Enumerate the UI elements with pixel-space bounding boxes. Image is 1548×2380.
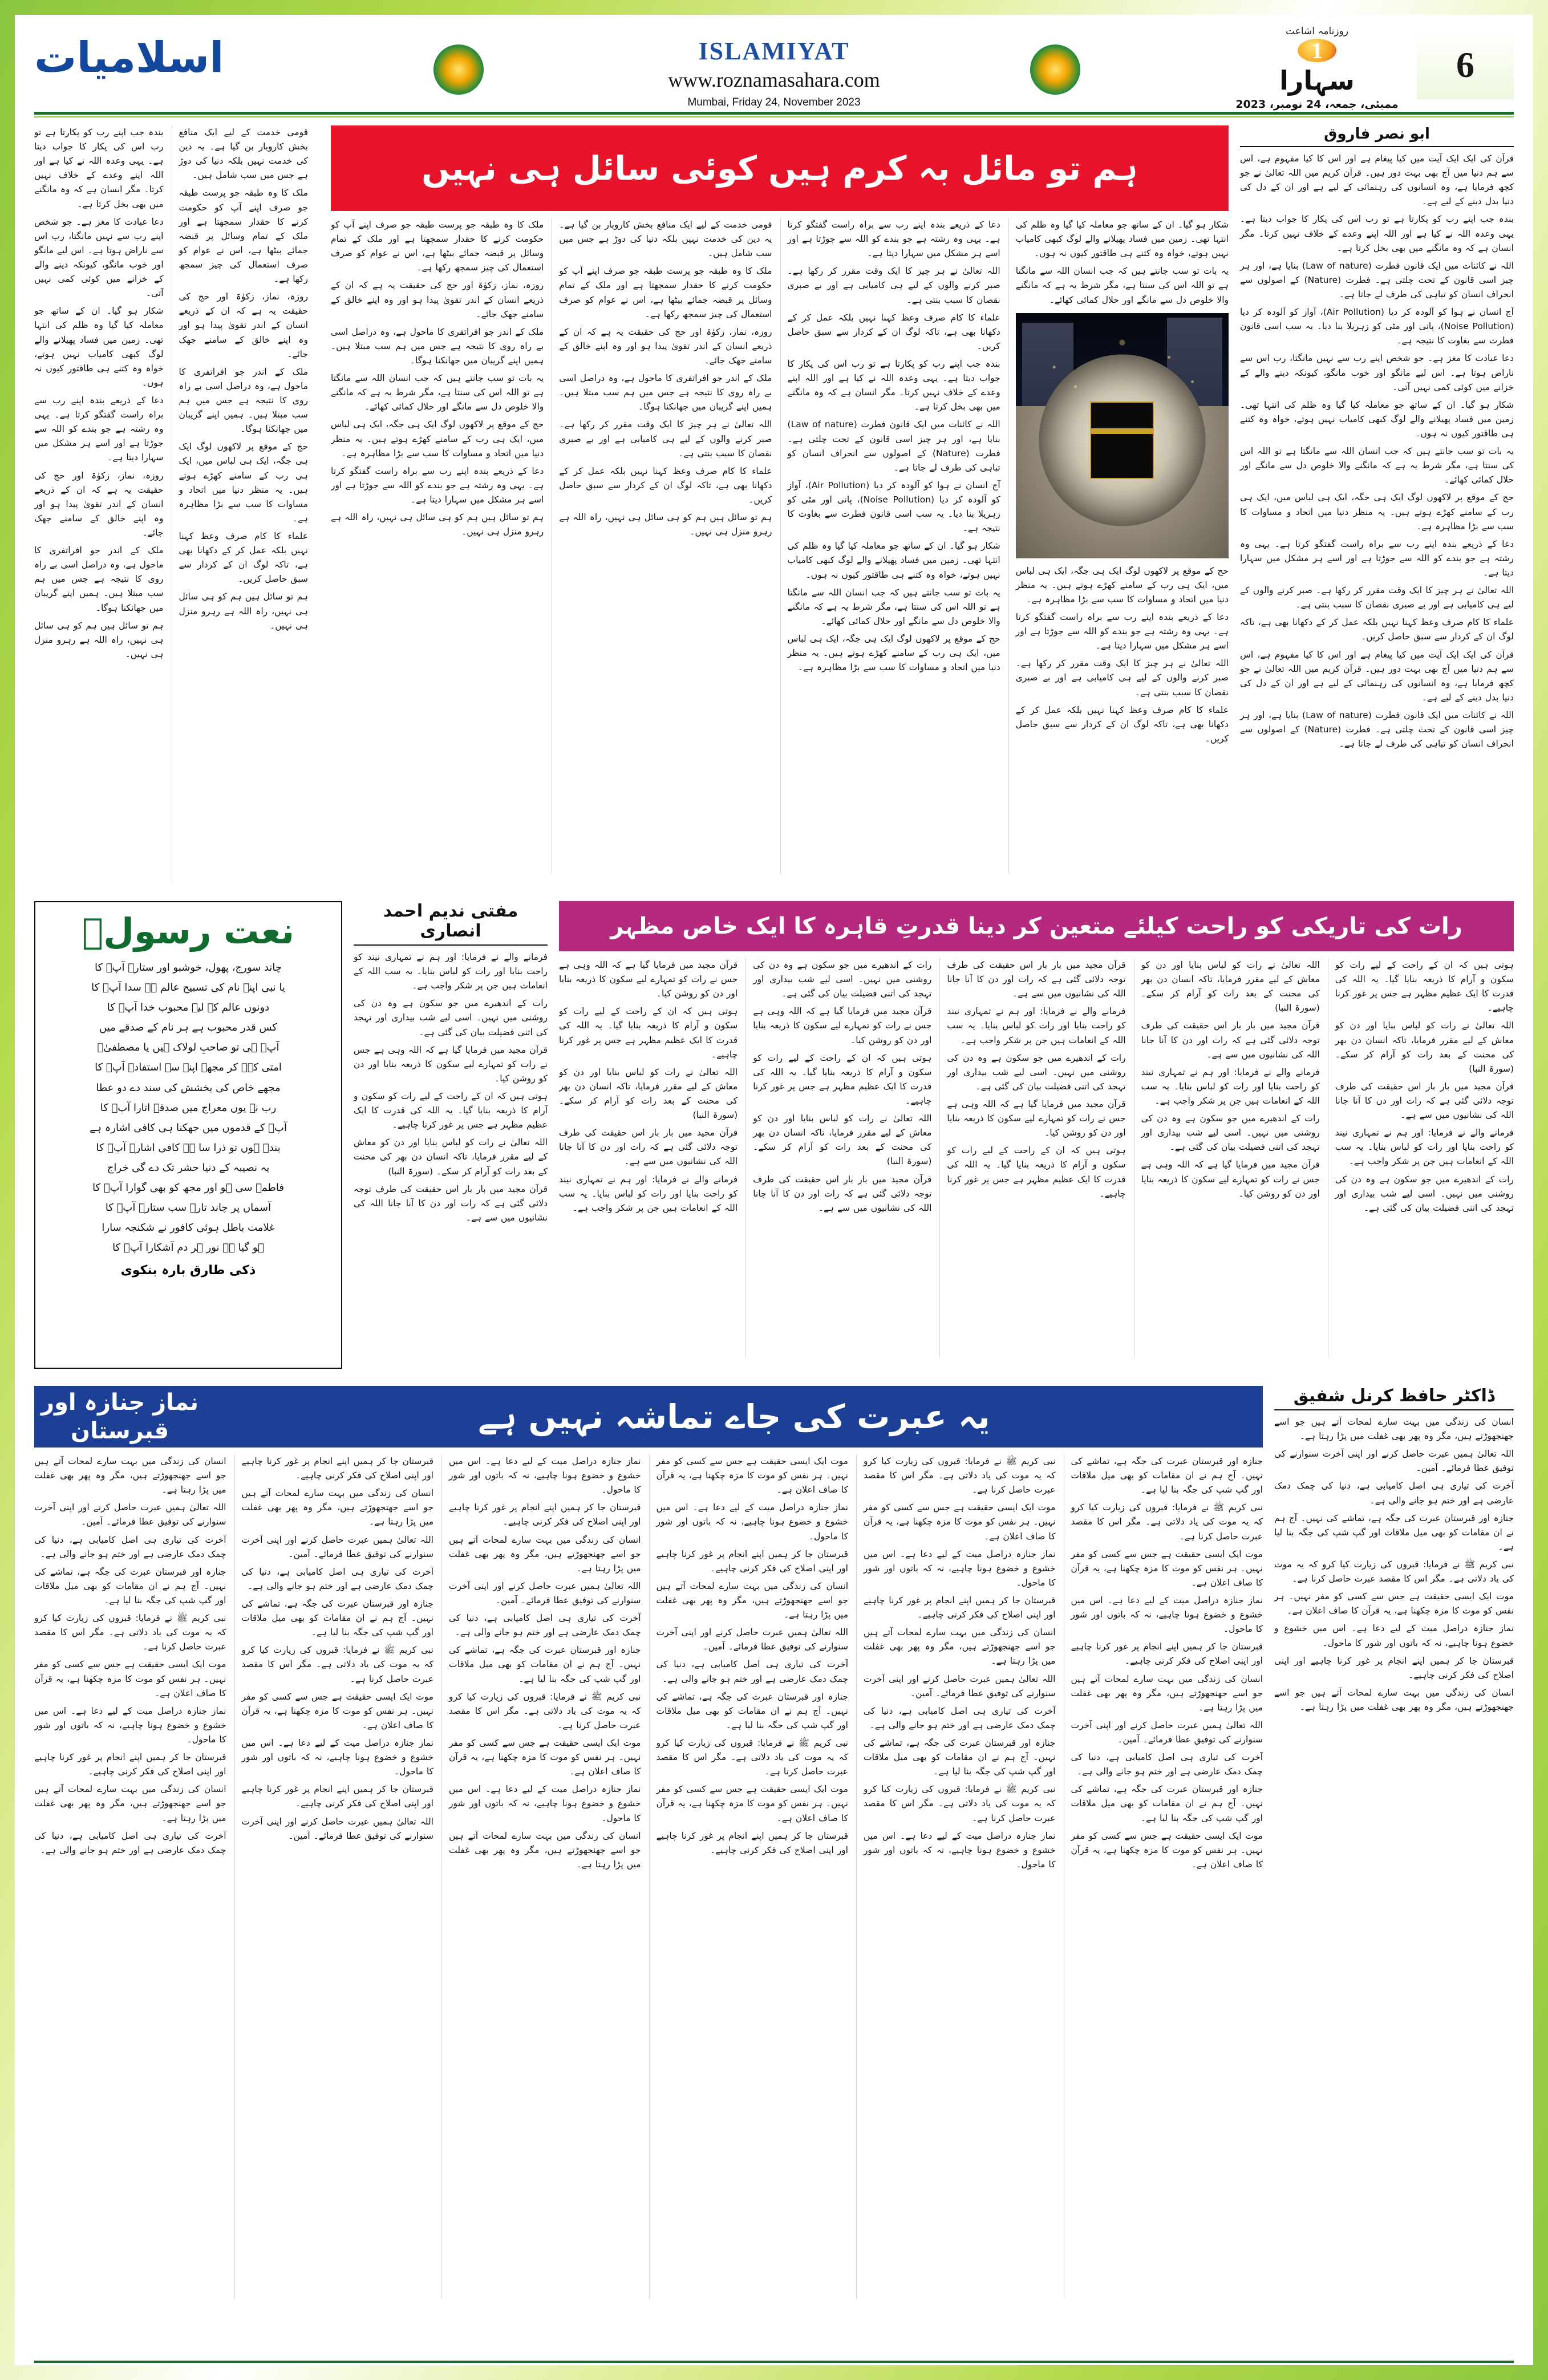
article3 [34, 1386, 1514, 2349]
article3-column-6: انسان کی زندگی میں بہت سارے لمحات آتے ہیں جو اسے جھنجھوڑتے ہیں، مگر وہ پھر بھی غفلت میں پڑا رہتا ہے۔ اللہ تعالیٰ ہمیں عبرت حاصل کرنے اور اپنی آخرت سنوارنے کی توفیق عطا فرمائے۔ آمین۔ آخرت کی تیاری ہی اصل کامیابی ہے، دنیا کی چمک دمک عارضی ہے اور ختم ہو جانے والی ہے۔ جنازہ اور قبرستان عبرت کی جگہ ہے، تماشے کی نہیں۔ آج ہم نے ان مقامات کو بھی میل ملاقات اور گپ شپ کی جگہ بنا لیا ہے۔ نبی کریم ﷺ نے فرمایا: قبروں کی زیارت کیا کرو کہ یہ موت کی یاد دلاتی ہے۔ مگر اس کا مقصد عبرت حاصل کرنا ہے۔ موت ایک ایسی حقیقت ہے جس سے کسی کو مفر نہیں۔ ہر نفس کو موت کا مزہ چکھنا ہے، یہ قرآن کا صاف اعلان ہے۔ نماز جنازہ دراصل میت کے لیے دعا ہے۔ اس میں خشوع و خضوع ہونا چاہیے، نہ کہ باتوں اور شور کا ماحول۔ قبرستان جا کر ہمیں اپنے انجام پر غور کرنا چاہیے اور اپنی اصلاح کی فکر کرنی چاہیے۔ انسان کی زندگی میں بہت سارے لمحات آتے ہیں جو اسے جھنجھوڑتے ہیں، مگر وہ پھر بھی غفلت میں پڑا رہتا ہے۔ آخرت کی تیاری ہی اصل کامیابی ہے، دنیا کی چمک دمک عارضی ہے اور ختم ہو جانے والی ہے۔ [34, 1456, 226, 1855]
article2 [559, 901, 1514, 1369]
lead-article-left-text-2: بندہ جب اپنے رب کو پکارتا ہے تو رب اس کی پکار کا جواب دیتا ہے۔ یہی وعدہ اللہ نے کیا ہے اور اللہ اپنے وعدے کے خلاف نہیں کرتا۔ مگر انسان ہے کہ وہ مانگنے میں بھی بخل کرتا ہے۔ دعا عبادت کا مغز ہے۔ جو شخص اپنے رب سے نہیں مانگتا، رب اس سے ناراض ہوتا ہے۔ اس لیے مانگو اور خوب مانگو، کیونکہ دینے والے کے خزانے میں کوئی کمی نہیں آتی۔ شکار ہو گیا۔ ان کے ساتھ جو معاملہ کیا گیا وہ ظلم کی انتہا تھی۔ زمین میں فساد پھیلانے والے لوگ کبھی کامیاب نہیں ہوتے، خواہ وہ کتنے ہی طاقتور کیوں نہ ہوں۔ دعا کے ذریعے بندہ اپنے رب سے براہ راست گفتگو کرتا ہے۔ یہی وہ رشتہ ہے جو بندے کو اللہ سے جوڑتا ہے اور اسے ہر مشکل میں سہارا دیتا ہے۔ روزہ، نماز، زکوٰۃ اور حج کی حقیقت یہ ہے کہ ان کے ذریعے انسان کے اندر تقویٰ پیدا ہو اور وہ اپنے خالق کے سامنے جھک جائے۔ ملک کے اندر جو افراتفری کا ماحول ہے، وہ دراصل اسی بے راہ روی کا نتیجہ ہے جس میں ہم سب مبتلا ہیں۔ ہمیں اپنے گریبان میں جھانکنا ہوگا۔ ہم تو سائل ہیں ہم کو ہی سائل ہی نہیں، راہ اللہ ہے رہرو منزل ہی نہیں۔ [34, 127, 164, 659]
masthead-divider-secondary [34, 116, 1514, 117]
article3-headline-side: نماز جنازہ اور قبرستان [34, 1386, 205, 1448]
page-number: 6 [1456, 44, 1474, 85]
lead-article-columns [331, 218, 1229, 874]
lead-article-right-text: قرآن کی ایک ایک آیت میں کیا پیغام ہے اور اس کا کیا مفہوم ہے، اس سے ہم دنیا میں آج بھی بہت دور ہیں۔ قرآن کریم میں اللہ تعالیٰ نے جو کچھ فرمایا ہے، وہ انسانوں کی رہنمائی کے لیے ہے اور ان کے دل کی دنیا بدل دینے کے لیے ہے۔ بندہ جب اپنے رب کو پکارتا ہے تو رب اس کی پکار کا جواب دیتا ہے۔ یہی وعدہ اللہ نے کیا ہے اور اللہ اپنے وعدے کے خلاف نہیں کرتا۔ مگر انسان ہے کہ وہ مانگنے میں بھی بخل کرتا ہے۔ اللہ نے کائنات میں ایک قانون فطرت (Law of nature) بنایا ہے، اور ہر چیز اسی قانون کے تحت چلتی ہے۔ فطرت (Nature) کے اصولوں سے انحراف انسان کو تباہی کی طرف لے جاتا ہے۔ آج انسان نے ہوا کو آلودہ کر دیا (Air Pollution)، آواز کو آلودہ کر دیا (Noise Pollution)، پانی اور مٹی کو زہریلا بنا دیا۔ یہ سب اسی قانون فطرت سے بغاوت کا نتیجہ ہے۔ دعا عبادت کا مغز ہے۔ جو شخص اپنے رب سے نہیں مانگتا، رب اس سے ناراض ہوتا ہے۔ اس لیے مانگو اور خوب مانگو، کیونکہ دینے والے کے خزانے میں کوئی کمی نہیں آتی۔ شکار ہو گیا۔ ان کے ساتھ جو معاملہ کیا گیا وہ ظلم کی انتہا تھی۔ زمین میں فساد پھیلانے والے لوگ کبھی کامیاب نہیں ہوتے، خواہ وہ کتنے ہی طاقتور کیوں نہ ہوں۔ یہ بات تو سب جانتے ہیں کہ جب انسان اللہ سے مانگتا ہے تو اللہ اس کی سنتا ہے، مگر شرط یہ ہے کہ مانگنے والا خلوص دل سے مانگے اور حلال کمائی کھائے۔ حج کے موقع پر لاکھوں لوگ ایک ہی جگہ، ایک ہی لباس میں، ایک ہی رب کے سامنے کھڑے ہوتے ہیں۔ یہ منظر دنیا میں اتحاد و مساوات کا سب سے بڑا مظاہرہ ہے۔ دعا کے ذریعے بندہ اپنے رب سے براہ راست گفتگو کرتا ہے۔ یہی وہ رشتہ ہے جو بندے کو اللہ سے جوڑتا ہے اور اسے ہر مشکل میں سہارا دیتا ہے۔ اللہ تعالیٰ نے ہر چیز کا ایک وقت مقرر کر رکھا ہے۔ صبر کرنے والوں کے لیے ہی کامیابی ہے اور بے صبری نقصان کا سبب بنتی ہے۔ علماء کا کام صرف وعظ کہنا نہیں بلکہ عمل کر کے دکھانا بھی ہے، تاکہ لوگ ان کے کردار سے سبق حاصل کریں۔ قرآن کی ایک ایک آیت میں کیا پیغام ہے اور اس کا کیا مفہوم ہے، اس سے ہم دنیا میں آج بھی بہت دور ہیں۔ قرآن کریم میں اللہ تعالیٰ نے جو کچھ فرمایا ہے، وہ انسانوں کی رہنمائی کے لیے ہے اور ان کے دل کی دنیا بدل دینے کے لیے ہے۔ اللہ نے کائنات میں ایک قانون فطرت (Law of nature) بنایا ہے، اور ہر چیز اسی قانون کے تحت چلتی ہے۔ فطرت (Nature) کے اصولوں سے انحراف انسان کو تباہی کی طرف لے جاتا ہے۔ [1240, 153, 1514, 749]
article3-column-2: نبی کریم ﷺ نے فرمایا: قبروں کی زیارت کیا کرو کہ یہ موت کی یاد دلاتی ہے۔ مگر اس کا مقصد عبرت حاصل کرنا ہے۔ موت ایک ایسی حقیقت ہے جس سے کسی کو مفر نہیں۔ ہر نفس کو موت کا مزہ چکھنا ہے، یہ قرآن کا صاف اعلان ہے۔ نماز جنازہ دراصل میت کے لیے دعا ہے۔ اس میں خشوع و خضوع ہونا چاہیے، نہ کہ باتوں اور شور کا ماحول۔ قبرستان جا کر ہمیں اپنے انجام پر غور کرنا چاہیے اور اپنی اصلاح کی فکر کرنی چاہیے۔ انسان کی زندگی میں بہت سارے لمحات آتے ہیں جو اسے جھنجھوڑتے ہیں، مگر وہ پھر بھی غفلت میں پڑا رہتا ہے۔ اللہ تعالیٰ ہمیں عبرت حاصل کرنے اور اپنی آخرت سنوارنے کی توفیق عطا فرمائے۔ آمین۔ آخرت کی تیاری ہی اصل کامیابی ہے، دنیا کی چمک دمک عارضی ہے اور ختم ہو جانے والی ہے۔ جنازہ اور قبرستان عبرت کی جگہ ہے، تماشے کی نہیں۔ آج ہم نے ان مقامات کو بھی میل ملاقات اور گپ شپ کی جگہ بنا لیا ہے۔ نبی کریم ﷺ نے فرمایا: قبروں کی زیارت کیا کرو کہ یہ موت کی یاد دلاتی ہے۔ مگر اس کا مقصد عبرت حاصل کرنا ہے۔ نماز جنازہ دراصل میت کے لیے دعا ہے۔ اس میں خشوع و خضوع ہونا چاہیے، نہ کہ باتوں اور شور کا ماحول۔ [856, 1454, 1056, 2298]
lead-article-column-3: قومی خدمت کے لیے ایک منافع بخش کاروبار بن گیا ہے۔ یہ دین کی خدمت نہیں بلکہ دنیا کی دوڑ ہے جس میں سب شامل ہیں۔ ملک کا وہ طبقہ جو پرست طبقہ جو صرف اپنے آپ کو حکومت کرنے کا حقدار سمجھتا ہے اور ملک کے تمام وسائل پر قبضہ جمائے بیٹھا ہے، اس نے عوام کو صرف استعمال کی چیز سمجھ رکھا ہے۔ روزہ، نماز، زکوٰۃ اور حج کی حقیقت یہ ہے کہ ان کے ذریعے انسان کے اندر تقویٰ پیدا ہو اور وہ اپنے خالق کے سامنے جھک جائے۔ ملک کے اندر جو افراتفری کا ماحول ہے، وہ دراصل اسی بے راہ روی کا نتیجہ ہے جس میں ہم سب مبتلا ہیں۔ ہمیں اپنے گریبان میں جھانکنا ہوگا۔ اللہ تعالیٰ نے ہر چیز کا ایک وقت مقرر کر رکھا ہے۔ صبر کرنے والوں کے لیے ہی کامیابی ہے اور بے صبری نقصان کا سبب بنتی ہے۔ علماء کا کام صرف وعظ کہنا نہیں بلکہ عمل کر کے دکھانا بھی ہے، تاکہ لوگ ان کے کردار سے سبق حاصل کریں۔ ہم تو سائل ہیں ہم کو ہی سائل ہی نہیں، راہ اللہ ہے رہرو منزل ہی نہیں۔ [552, 218, 772, 874]
naat-title: نعت رسولؐ [82, 910, 295, 952]
naat-verses: چاند سورج، پھول، خوشبو اور ستارہ آپؐ کا یا نبی اپنے نام کی تسبیح عالم ہے سدا آپؐ کا دونوں عالم کے لیے محبوب خدا آپؐ کا کس قدر محبوب ہے ہر نام کے صدقے میں آپؐ ہی تو صاحبِ لولاک ہیں یا مصطفیٰؐ امتی کہہ کر مجھے اپنے سے استفادہ آپؐ کا مجھے خاص کی بخشش کی سند دے دو عطا رب نے یوں معراج میں صدقہ اتارا آپؐ کا آپؐ کے قدموں میں جھکنا ہی کافی اشارہ ہے بندہ ہوں تو ذرا سا ہے کافی اشارہ آپؐ کا یہ نصیبہ کے دنیا حشر تک دے گی خراج فاطمہ سی ہو اور مجھ کو بھی گوارا آپؐ کا آسماں پر چاند تارے سب ستارہ آپؐ کا غلامت باطل ہوئی کافور نے شکنجہ سارا ہو گیا ہے نور ہر دم آشکارا آپؐ کا [89, 962, 287, 1254]
lead-article-center [331, 125, 1229, 884]
newspaper-logo [1223, 26, 1411, 111]
article2-column-1: ہوتی ہیں کہ ان کے راحت کے لیے رات کو سکون و آرام کا ذریعہ بنایا گیا۔ یہ اللہ کی قدرت کا ایک عظیم مظہر ہے جس پر غور کرنا چاہیے۔ اللہ تعالیٰ نے رات کو لباس بنایا اور دن کو معاش کے لیے مقرر فرمایا، تاکہ انسان دن بھر کی محنت کے بعد رات کو آرام کر سکے۔ (سورۃ النبا) قرآن مجید میں بار بار اس حقیقت کی طرف توجہ دلائی گئی ہے کہ رات اور دن کا آنا جانا اللہ کی نشانیوں میں سے ہے۔ فرمانے والے نے فرمایا: اور ہم نے تمہاری نیند کو راحت بنایا اور رات کو لباس بنایا۔ یہ سب اللہ کے انعامات ہیں جن پر شکر واجب ہے۔ رات کے اندھیرے میں جو سکون ہے وہ دن کی روشنی میں نہیں۔ اسی لیے شب بیداری اور تہجد کی اتنی فضیلت بیان کی گئی ہے۔ [1328, 958, 1514, 1357]
article3-body [34, 1386, 1263, 2349]
middle-band [34, 901, 1514, 1369]
article3-column-5: قبرستان جا کر ہمیں اپنے انجام پر غور کرنا چاہیے اور اپنی اصلاح کی فکر کرنی چاہیے۔ انسان کی زندگی میں بہت سارے لمحات آتے ہیں جو اسے جھنجھوڑتے ہیں، مگر وہ پھر بھی غفلت میں پڑا رہتا ہے۔ اللہ تعالیٰ ہمیں عبرت حاصل کرنے اور اپنی آخرت سنوارنے کی توفیق عطا فرمائے۔ آمین۔ آخرت کی تیاری ہی اصل کامیابی ہے، دنیا کی چمک دمک عارضی ہے اور ختم ہو جانے والی ہے۔ جنازہ اور قبرستان عبرت کی جگہ ہے، تماشے کی نہیں۔ آج ہم نے ان مقامات کو بھی میل ملاقات اور گپ شپ کی جگہ بنا لیا ہے۔ نبی کریم ﷺ نے فرمایا: قبروں کی زیارت کیا کرو کہ یہ موت کی یاد دلاتی ہے۔ مگر اس کا مقصد عبرت حاصل کرنا ہے۔ موت ایک ایسی حقیقت ہے جس سے کسی کو مفر نہیں۔ ہر نفس کو موت کا مزہ چکھنا ہے، یہ قرآن کا صاف اعلان ہے۔ نماز جنازہ دراصل میت کے لیے دعا ہے۔ اس میں خشوع و خضوع ہونا چاہیے، نہ کہ باتوں اور شور کا ماحول۔ قبرستان جا کر ہمیں اپنے انجام پر غور کرنا چاہیے اور اپنی اصلاح کی فکر کرنی چاہیے۔ اللہ تعالیٰ ہمیں عبرت حاصل کرنے اور اپنی آخرت سنوارنے کی توفیق عطا فرمائے۔ آمین۔ [234, 1454, 434, 2298]
article3-byline: ڈاکٹر حافظ کرنل شفیق [1274, 1386, 1514, 1410]
masthead-divider [34, 112, 1514, 115]
naat-section [34, 901, 342, 1369]
logo-title: سہارا [1279, 65, 1355, 96]
masthead [34, 25, 1514, 111]
article2-headline: رات کی تاریکی کو راحت کیلئے متعین کر دینا قدرتِ قاہرہ کا ایک خاص مظہر [559, 901, 1514, 951]
article2-column-3: قرآن مجید میں بار بار اس حقیقت کی طرف توجہ دلائی گئی ہے کہ رات اور دن کا آنا جانا اللہ کی نشانیوں میں سے ہے۔ فرمانے والے نے فرمایا: اور ہم نے تمہاری نیند کو راحت بنایا اور رات کو لباس بنایا۔ یہ سب اللہ کے انعامات ہیں جن پر شکر واجب ہے۔ رات کے اندھیرے میں جو سکون ہے وہ دن کی روشنی میں نہیں۔ اسی لیے شب بیداری اور تہجد کی اتنی فضیلت بیان کی گئی ہے۔ قرآن مجید میں فرمایا گیا ہے کہ اللہ وہی ہے جس نے رات کو تمہارے لیے سکون کا ذریعہ بنایا اور دن کو روشن کیا۔ ہوتی ہیں کہ ان کے راحت کے لیے رات کو سکون و آرام کا ذریعہ بنایا گیا۔ یہ اللہ کی قدرت کا ایک عظیم مظہر ہے جس پر غور کرنا چاہیے۔ [939, 958, 1125, 1357]
article2-column-5: قرآن مجید میں فرمایا گیا ہے کہ اللہ وہی ہے جس نے رات کو تمہارے لیے سکون کا ذریعہ بنایا اور دن کو روشن کیا۔ ہوتی ہیں کہ ان کے راحت کے لیے رات کو سکون و آرام کا ذریعہ بنایا گیا۔ یہ اللہ کی قدرت کا ایک عظیم مظہر ہے جس پر غور کرنا چاہیے۔ اللہ تعالیٰ نے رات کو لباس بنایا اور دن کو معاش کے لیے مقرر فرمایا، تاکہ انسان دن بھر کی محنت کے بعد رات کو آرام کر سکے۔ (سورۃ النبا) قرآن مجید میں بار بار اس حقیقت کی طرف توجہ دلائی گئی ہے کہ رات اور دن کا آنا جانا اللہ کی نشانیوں میں سے ہے۔ فرمانے والے نے فرمایا: اور ہم نے تمہاری نیند کو راحت بنایا اور رات کو لباس بنایا۔ یہ سب اللہ کے انعامات ہیں جن پر شکر واجب ہے۔ [558, 960, 738, 1213]
article3-column-3: موت ایک ایسی حقیقت ہے جس سے کسی کو مفر نہیں۔ ہر نفس کو موت کا مزہ چکھنا ہے، یہ قرآن کا صاف اعلان ہے۔ نماز جنازہ دراصل میت کے لیے دعا ہے۔ اس میں خشوع و خضوع ہونا چاہیے، نہ کہ باتوں اور شور کا ماحول۔ قبرستان جا کر ہمیں اپنے انجام پر غور کرنا چاہیے اور اپنی اصلاح کی فکر کرنی چاہیے۔ انسان کی زندگی میں بہت سارے لمحات آتے ہیں جو اسے جھنجھوڑتے ہیں، مگر وہ پھر بھی غفلت میں پڑا رہتا ہے۔ اللہ تعالیٰ ہمیں عبرت حاصل کرنے اور اپنی آخرت سنوارنے کی توفیق عطا فرمائے۔ آمین۔ آخرت کی تیاری ہی اصل کامیابی ہے، دنیا کی چمک دمک عارضی ہے اور ختم ہو جانے والی ہے۔ جنازہ اور قبرستان عبرت کی جگہ ہے، تماشے کی نہیں۔ آج ہم نے ان مقامات کو بھی میل ملاقات اور گپ شپ کی جگہ بنا لیا ہے۔ نبی کریم ﷺ نے فرمایا: قبروں کی زیارت کیا کرو کہ یہ موت کی یاد دلاتی ہے۔ مگر اس کا مقصد عبرت حاصل کرنا ہے۔ موت ایک ایسی حقیقت ہے جس سے کسی کو مفر نہیں۔ ہر نفس کو موت کا مزہ چکھنا ہے، یہ قرآن کا صاف اعلان ہے۔ قبرستان جا کر ہمیں اپنے انجام پر غور کرنا چاہیے اور اپنی اصلاح کی فکر کرنی چاہیے۔ [649, 1454, 849, 2298]
lead-article [34, 125, 1514, 884]
logo-badge-icon: 1 [1296, 37, 1338, 64]
section-title-urdu: اسلامیات [34, 33, 224, 82]
article3-byline-column [1274, 1386, 1514, 2349]
logo-tagline: روزنامہ اشاعت [1286, 26, 1348, 37]
lead-article-right-column [1240, 125, 1514, 884]
lead-article-column-4: ملک کا وہ طبقہ جو پرست طبقہ جو صرف اپنے آپ کو حکومت کرنے کا حقدار سمجھتا ہے اور ملک کے تمام وسائل پر قبضہ جمائے بیٹھا ہے، اس نے عوام کو صرف استعمال کی چیز سمجھ رکھا ہے۔ روزہ، نماز، زکوٰۃ اور حج کی حقیقت یہ ہے کہ ان کے ذریعے انسان کے اندر تقویٰ پیدا ہو اور وہ اپنے خالق کے سامنے جھک جائے۔ ملک کے اندر جو افراتفری کا ماحول ہے، وہ دراصل اسی بے راہ روی کا نتیجہ ہے جس میں ہم سب مبتلا ہیں۔ ہمیں اپنے گریبان میں جھانکنا ہوگا۔ یہ بات تو سب جانتے ہیں کہ جب انسان اللہ سے مانگتا ہے تو اللہ اس کی سنتا ہے، مگر شرط یہ ہے کہ مانگنے والا خلوص دل سے مانگے اور حلال کمائی کھائے۔ حج کے موقع پر لاکھوں لوگ ایک ہی جگہ، ایک ہی لباس میں، ایک ہی رب کے سامنے کھڑے ہوتے ہیں۔ یہ منظر دنیا میں اتحاد و مساوات کا سب سے بڑا مظاہرہ ہے۔ دعا کے ذریعے بندہ اپنے رب سے براہ راست گفتگو کرتا ہے۔ یہی وہ رشتہ ہے جو بندے کو اللہ سے جوڑتا ہے اور اسے ہر مشکل میں سہارا دیتا ہے۔ ہم تو سائل ہیں ہم کو ہی سائل ہی نہیں، راہ اللہ ہے رہرو منزل ہی نہیں۔ [331, 220, 544, 537]
page-number-box [1417, 31, 1514, 99]
floral-ornament-left-icon [433, 44, 484, 95]
floral-ornament-right-icon [1030, 44, 1080, 95]
website-url[interactable]: www.roznamasahara.com [668, 68, 880, 91]
lead-article-byline: ابو نصر فاروق [1240, 125, 1514, 147]
publication-date: Mumbai, Friday 24, November 2023 [687, 96, 861, 108]
article2-byline: مفتی ندیم احمد انصاری [354, 901, 548, 946]
logo-date: ممبئی، جمعہ، 24 نومبر، 2023 [1235, 98, 1399, 111]
lead-article-left-text-1: قومی خدمت کے لیے ایک منافع بخش کاروبار بن گیا ہے۔ یہ دین کی خدمت نہیں بلکہ دنیا کی دوڑ ہے جس میں سب شامل ہیں۔ ملک کا وہ طبقہ جو پرست طبقہ جو صرف اپنے آپ کو حکومت کرنے کا حقدار سمجھتا ہے اور ملک کے تمام وسائل پر قبضہ جمائے بیٹھا ہے، اس نے عوام کو صرف استعمال کی چیز سمجھ رکھا ہے۔ روزہ، نماز، زکوٰۃ اور حج کی حقیقت یہ ہے کہ ان کے ذریعے انسان کے اندر تقویٰ پیدا ہو اور وہ اپنے خالق کے سامنے جھک جائے۔ ملک کے اندر جو افراتفری کا ماحول ہے، وہ دراصل اسی بے راہ روی کا نتیجہ ہے جس میں ہم سب مبتلا ہیں۔ ہمیں اپنے گریبان میں جھانکنا ہوگا۔ حج کے موقع پر لاکھوں لوگ ایک ہی جگہ، ایک ہی لباس میں، ایک ہی رب کے سامنے کھڑے ہوتے ہیں۔ یہ منظر دنیا میں اتحاد و مساوات کا سب سے بڑا مظاہرہ ہے۔ علماء کا کام صرف وعظ کہنا نہیں بلکہ عمل کر کے دکھانا بھی ہے، تاکہ لوگ ان کے کردار سے سبق حاصل کریں۔ ہم تو سائل ہیں ہم کو ہی سائل ہی نہیں، راہ اللہ ہے رہرو منزل ہی نہیں۔ [172, 125, 309, 884]
content-area [34, 125, 1514, 2349]
lead-article-column-1: شکار ہو گیا۔ ان کے ساتھ جو معاملہ کیا گیا وہ ظلم کی انتہا تھی۔ زمین میں فساد پھیلانے والے لوگ کبھی کامیاب نہیں ہوتے، خواہ وہ کتنے ہی طاقتور کیوں نہ ہوں۔ یہ بات تو سب جانتے ہیں کہ جب انسان اللہ سے مانگتا ہے تو اللہ اس کی سنتا ہے، مگر شرط یہ ہے کہ مانگنے والا خلوص دل سے مانگے اور حلال کمائی کھائے۔ حج کے موقع پر لاکھوں لوگ ایک ہی جگہ، ایک ہی لباس میں، ایک ہی رب کے سامنے کھڑے ہوتے ہیں۔ یہ منظر دنیا میں اتحاد و مساوات کا سب سے بڑا مظاہرہ ہے۔ دعا کے ذریعے بندہ اپنے رب سے براہ راست گفتگو کرتا ہے۔ یہی وہ رشتہ ہے جو بندے کو اللہ سے جوڑتا ہے اور اسے ہر مشکل میں سہارا دیتا ہے۔ اللہ تعالیٰ نے ہر چیز کا ایک وقت مقرر کر رکھا ہے۔ صبر کرنے والوں کے لیے ہی کامیابی ہے اور بے صبری نقصان کا سبب بنتی ہے۔ علماء کا کام صرف وعظ کہنا نہیں بلکہ عمل کر کے دکھانا بھی ہے، تاکہ لوگ ان کے کردار سے سبق حاصل کریں۔ [1008, 218, 1229, 874]
article3-headline-main: یہ عبرت کی جاے تماشہ نہیں ہے [205, 1386, 1263, 1448]
article3-column-1: جنازہ اور قبرستان عبرت کی جگہ ہے، تماشے کی نہیں۔ آج ہم نے ان مقامات کو بھی میل ملاقات اور گپ شپ کی جگہ بنا لیا ہے۔ نبی کریم ﷺ نے فرمایا: قبروں کی زیارت کیا کرو کہ یہ موت کی یاد دلاتی ہے۔ مگر اس کا مقصد عبرت حاصل کرنا ہے۔ موت ایک ایسی حقیقت ہے جس سے کسی کو مفر نہیں۔ ہر نفس کو موت کا مزہ چکھنا ہے، یہ قرآن کا صاف اعلان ہے۔ نماز جنازہ دراصل میت کے لیے دعا ہے۔ اس میں خشوع و خضوع ہونا چاہیے، نہ کہ باتوں اور شور کا ماحول۔ قبرستان جا کر ہمیں اپنے انجام پر غور کرنا چاہیے اور اپنی اصلاح کی فکر کرنی چاہیے۔ انسان کی زندگی میں بہت سارے لمحات آتے ہیں جو اسے جھنجھوڑتے ہیں، مگر وہ پھر بھی غفلت میں پڑا رہتا ہے۔ اللہ تعالیٰ ہمیں عبرت حاصل کرنے اور اپنی آخرت سنوارنے کی توفیق عطا فرمائے۔ آمین۔ آخرت کی تیاری ہی اصل کامیابی ہے، دنیا کی چمک دمک عارضی ہے اور ختم ہو جانے والی ہے۔ جنازہ اور قبرستان عبرت کی جگہ ہے، تماشے کی نہیں۔ آج ہم نے ان مقامات کو بھی میل ملاقات اور گپ شپ کی جگہ بنا لیا ہے۔ موت ایک ایسی حقیقت ہے جس سے کسی کو مفر نہیں۔ ہر نفس کو موت کا مزہ چکھنا ہے، یہ قرآن کا صاف اعلان ہے۔ [1064, 1454, 1263, 2298]
article2-column-4: رات کے اندھیرے میں جو سکون ہے وہ دن کی روشنی میں نہیں۔ اسی لیے شب بیداری اور تہجد کی اتنی فضیلت بیان کی گئی ہے۔ قرآن مجید میں فرمایا گیا ہے کہ اللہ وہی ہے جس نے رات کو تمہارے لیے سکون کا ذریعہ بنایا اور دن کو روشن کیا۔ ہوتی ہیں کہ ان کے راحت کے لیے رات کو سکون و آرام کا ذریعہ بنایا گیا۔ یہ اللہ کی قدرت کا ایک عظیم مظہر ہے جس پر غور کرنا چاہیے۔ اللہ تعالیٰ نے رات کو لباس بنایا اور دن کو معاش کے لیے مقرر فرمایا، تاکہ انسان دن بھر کی محنت کے بعد رات کو آرام کر سکے۔ (سورۃ النبا) قرآن مجید میں بار بار اس حقیقت کی طرف توجہ دلائی گئی ہے کہ رات اور دن کا آنا جانا اللہ کی نشانیوں میں سے ہے۔ [745, 958, 931, 1357]
page-bottom-divider [34, 2361, 1514, 2363]
lead-article-column-2: دعا کے ذریعے بندہ اپنے رب سے براہ راست گفتگو کرتا ہے۔ یہی وہ رشتہ ہے جو بندے کو اللہ سے جوڑتا ہے اور اسے ہر مشکل میں سہارا دیتا ہے۔ اللہ تعالیٰ نے ہر چیز کا ایک وقت مقرر کر رکھا ہے۔ صبر کرنے والوں کے لیے ہی کامیابی ہے اور بے صبری نقصان کا سبب بنتی ہے۔ علماء کا کام صرف وعظ کہنا نہیں بلکہ عمل کر کے دکھانا بھی ہے، تاکہ لوگ ان کے کردار سے سبق حاصل کریں۔ بندہ جب اپنے رب کو پکارتا ہے تو رب اس کی پکار کا جواب دیتا ہے۔ یہی وعدہ اللہ نے کیا ہے اور اللہ اپنے وعدے کے خلاف نہیں کرتا۔ مگر انسان ہے کہ وہ مانگنے میں بھی بخل کرتا ہے۔ اللہ نے کائنات میں ایک قانون فطرت (Law of nature) بنایا ہے، اور ہر چیز اسی قانون کے تحت چلتی ہے۔ فطرت (Nature) کے اصولوں سے انحراف انسان کو تباہی کی طرف لے جاتا ہے۔ آج انسان نے ہوا کو آلودہ کر دیا (Air Pollution)، آواز کو آلودہ کر دیا (Noise Pollution)، پانی اور مٹی کو زہریلا بنا دیا۔ یہ سب اسی قانون فطرت سے بغاوت کا نتیجہ ہے۔ شکار ہو گیا۔ ان کے ساتھ جو معاملہ کیا گیا وہ ظلم کی انتہا تھی۔ زمین میں فساد پھیلانے والے لوگ کبھی کامیاب نہیں ہوتے، خواہ وہ کتنے ہی طاقتور کیوں نہ ہوں۔ یہ بات تو سب جانتے ہیں کہ جب انسان اللہ سے مانگتا ہے تو اللہ اس کی سنتا ہے، مگر شرط یہ ہے کہ مانگنے والا خلوص دل سے مانگے اور حلال کمائی کھائے۔ حج کے موقع پر لاکھوں لوگ ایک ہی جگہ، ایک ہی لباس میں، ایک ہی رب کے سامنے کھڑے ہوتے ہیں۔ یہ منظر دنیا میں اتحاد و مساوات کا سب سے بڑا مظاہرہ ہے۔ [780, 218, 1000, 874]
article3-columns [34, 1454, 1263, 2298]
lead-article-headline: ہم تو مائل بہ کرم ہیں کوئی سائل ہی نہیں [331, 125, 1229, 211]
masthead-center [557, 37, 991, 109]
article2-columns [559, 958, 1514, 1357]
kaaba-photo [1016, 313, 1229, 558]
article3-byline-text: انسان کی زندگی میں بہت سارے لمحات آتے ہیں جو اسے جھنجھوڑتے ہیں، مگر وہ پھر بھی غفلت میں پڑا رہتا ہے۔ اللہ تعالیٰ ہمیں عبرت حاصل کرنے اور اپنی آخرت سنوارنے کی توفیق عطا فرمائے۔ آمین۔ آخرت کی تیاری ہی اصل کامیابی ہے، دنیا کی چمک دمک عارضی ہے اور ختم ہو جانے والی ہے۔ جنازہ اور قبرستان عبرت کی جگہ ہے، تماشے کی نہیں۔ آج ہم نے ان مقامات کو بھی میل ملاقات اور گپ شپ کی جگہ بنا لیا ہے۔ نبی کریم ﷺ نے فرمایا: قبروں کی زیارت کیا کرو کہ یہ موت کی یاد دلاتی ہے۔ مگر اس کا مقصد عبرت حاصل کرنا ہے۔ موت ایک ایسی حقیقت ہے جس سے کسی کو مفر نہیں۔ ہر نفس کو موت کا مزہ چکھنا ہے، یہ قرآن کا صاف اعلان ہے۔ نماز جنازہ دراصل میت کے لیے دعا ہے۔ اس میں خشوع و خضوع ہونا چاہیے، نہ کہ باتوں اور شور کا ماحول۔ قبرستان جا کر ہمیں اپنے انجام پر غور کرنا چاہیے اور اپنی اصلاح کی فکر کرنی چاہیے۔ انسان کی زندگی میں بہت سارے لمحات آتے ہیں جو اسے جھنجھوڑتے ہیں، مگر وہ پھر بھی غفلت میں پڑا رہتا ہے۔ [1274, 1417, 1514, 1712]
article2-byline-column [354, 901, 548, 1369]
article3-column-4: نماز جنازہ دراصل میت کے لیے دعا ہے۔ اس میں خشوع و خضوع ہونا چاہیے، نہ کہ باتوں اور شور کا ماحول۔ قبرستان جا کر ہمیں اپنے انجام پر غور کرنا چاہیے اور اپنی اصلاح کی فکر کرنی چاہیے۔ انسان کی زندگی میں بہت سارے لمحات آتے ہیں جو اسے جھنجھوڑتے ہیں، مگر وہ پھر بھی غفلت میں پڑا رہتا ہے۔ اللہ تعالیٰ ہمیں عبرت حاصل کرنے اور اپنی آخرت سنوارنے کی توفیق عطا فرمائے۔ آمین۔ آخرت کی تیاری ہی اصل کامیابی ہے، دنیا کی چمک دمک عارضی ہے اور ختم ہو جانے والی ہے۔ جنازہ اور قبرستان عبرت کی جگہ ہے، تماشے کی نہیں۔ آج ہم نے ان مقامات کو بھی میل ملاقات اور گپ شپ کی جگہ بنا لیا ہے۔ نبی کریم ﷺ نے فرمایا: قبروں کی زیارت کیا کرو کہ یہ موت کی یاد دلاتی ہے۔ مگر اس کا مقصد عبرت حاصل کرنا ہے۔ موت ایک ایسی حقیقت ہے جس سے کسی کو مفر نہیں۔ ہر نفس کو موت کا مزہ چکھنا ہے، یہ قرآن کا صاف اعلان ہے۔ نماز جنازہ دراصل میت کے لیے دعا ہے۔ اس میں خشوع و خضوع ہونا چاہیے، نہ کہ باتوں اور شور کا ماحول۔ انسان کی زندگی میں بہت سارے لمحات آتے ہیں جو اسے جھنجھوڑتے ہیں، مگر وہ پھر بھی غفلت میں پڑا رہتا ہے۔ [441, 1454, 641, 2298]
naat-author: ذکی طارق بارہ بنکوی [120, 1263, 256, 1278]
article2-byline-text: فرمانے والے نے فرمایا: اور ہم نے تمہاری نیند کو راحت بنایا اور رات کو لباس بنایا۔ یہ سب اللہ کے انعامات ہیں جن پر شکر واجب ہے۔ رات کے اندھیرے میں جو سکون ہے وہ دن کی روشنی میں نہیں۔ اسی لیے شب بیداری اور تہجد کی اتنی فضیلت بیان کی گئی ہے۔ قرآن مجید میں فرمایا گیا ہے کہ اللہ وہی ہے جس نے رات کو تمہارے لیے سکون کا ذریعہ بنایا اور دن کو روشن کیا۔ ہوتی ہیں کہ ان کے راحت کے لیے رات کو سکون و آرام کا ذریعہ بنایا گیا۔ یہ اللہ کی قدرت کا ایک عظیم مظہر ہے جس پر غور کرنا چاہیے۔ اللہ تعالیٰ نے رات کو لباس بنایا اور دن کو معاش کے لیے مقرر فرمایا، تاکہ انسان دن بھر کی محنت کے بعد رات کو آرام کر سکے۔ (سورۃ النبا) قرآن مجید میں بار بار اس حقیقت کی طرف توجہ دلائی گئی ہے کہ رات اور دن کا آنا جانا اللہ کی نشانیوں میں سے ہے۔ [354, 952, 548, 1223]
article2-column-2: اللہ تعالیٰ نے رات کو لباس بنایا اور دن کو معاش کے لیے مقرر فرمایا، تاکہ انسان دن بھر کی محنت کے بعد رات کو آرام کر سکے۔ (سورۃ النبا) قرآن مجید میں بار بار اس حقیقت کی طرف توجہ دلائی گئی ہے کہ رات اور دن کا آنا جانا اللہ کی نشانیوں میں سے ہے۔ فرمانے والے نے فرمایا: اور ہم نے تمہاری نیند کو راحت بنایا اور رات کو لباس بنایا۔ یہ سب اللہ کے انعامات ہیں جن پر شکر واجب ہے۔ رات کے اندھیرے میں جو سکون ہے وہ دن کی روشنی میں نہیں۔ اسی لیے شب بیداری اور تہجد کی اتنی فضیلت بیان کی گئی ہے۔ قرآن مجید میں فرمایا گیا ہے کہ اللہ وہی ہے جس نے رات کو تمہارے لیے سکون کا ذریعہ بنایا اور دن کو روشن کیا۔ [1134, 958, 1320, 1357]
article3-headline-row [34, 1386, 1263, 1448]
lead-article-left-column [34, 125, 308, 884]
section-title-english: ISLAMIYAT [698, 37, 850, 65]
